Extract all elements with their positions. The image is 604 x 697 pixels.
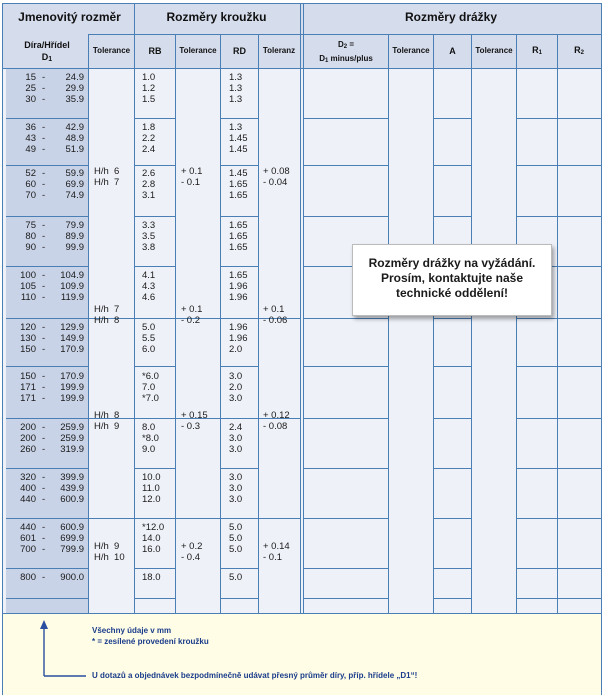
group-separator-line: [558, 266, 601, 267]
range-to: 149.9: [60, 333, 84, 344]
rd-value: 1.96: [229, 333, 248, 344]
range-dash: -: [42, 533, 46, 544]
group-separator-line: [6, 568, 88, 569]
col-header-rd: RD: [233, 46, 246, 56]
range-from: 70: [25, 190, 36, 201]
group-header-nominal: Jmenovitý rozměr: [18, 10, 121, 24]
range-from: 200: [20, 433, 36, 444]
group-separator-line: [221, 468, 258, 469]
group-separator-line: [135, 118, 175, 119]
range-to: 199.9: [60, 393, 84, 404]
range-from: 601: [20, 533, 36, 544]
range-from: 52: [25, 168, 36, 179]
group-header-groove: Rozměry drážky: [404, 10, 498, 24]
group-separator-line: [558, 418, 601, 419]
range-dash: -: [42, 292, 46, 303]
range-dash: -: [42, 220, 46, 231]
group-separator-line: [6, 165, 88, 166]
rb-value: 2.6: [142, 168, 156, 179]
rb-value: 4.6: [142, 292, 156, 303]
group-separator-line: [434, 468, 471, 469]
rd-value: 2.4: [229, 422, 243, 433]
range-to: 51.9: [65, 144, 84, 155]
range-from: 60: [25, 179, 36, 190]
range-from: 30: [25, 94, 36, 105]
group-separator-line: [135, 518, 175, 519]
group-separator-line: [135, 366, 175, 367]
table-body-bg: [2, 68, 602, 613]
range-to: 99.9: [65, 242, 84, 253]
rd-value: 3.0: [229, 433, 243, 444]
rd-value: 5.0: [229, 533, 243, 544]
rd-value: 1.65: [229, 231, 248, 242]
range-to: 35.9: [65, 94, 84, 105]
vrule-0: [2, 3, 3, 695]
rd-value: 5.0: [229, 572, 243, 583]
col-header-tolerance-hole: Tolerance: [92, 46, 131, 55]
rule-header-bottom: [2, 68, 602, 69]
rd-value: 3.0: [229, 472, 243, 483]
range-to: 170.9: [60, 371, 84, 382]
rd-value: 1.96: [229, 281, 248, 292]
group-separator-line: [517, 518, 557, 519]
rd-value: 1.65: [229, 270, 248, 281]
rule-table-bottom: [2, 613, 602, 614]
group-separator-line: [135, 598, 175, 599]
rd-value: 1.65: [229, 179, 248, 190]
range-from: 150: [20, 344, 36, 355]
group-separator-line: [434, 318, 471, 319]
group-separator-line: [304, 366, 388, 367]
col-header-a: A: [449, 46, 456, 56]
range-to: 699.9: [60, 533, 84, 544]
range-from: 260: [20, 444, 36, 455]
group-separator-line: [558, 518, 601, 519]
range-from: 25: [25, 83, 36, 94]
group-separator-line: [517, 165, 557, 166]
range-from: 440: [20, 522, 36, 533]
group-separator-line: [434, 518, 471, 519]
range-to: 600.9: [60, 522, 84, 533]
rd-value: 1.3: [229, 72, 243, 83]
rb-value: 3.1: [142, 190, 156, 201]
range-dash: -: [42, 444, 46, 455]
range-from: 75: [25, 220, 36, 231]
rd-tolerance: + 0.12 - 0.08: [263, 410, 290, 432]
rb-value: 2.8: [142, 179, 156, 190]
rule-group-bottom: [88, 34, 602, 35]
col-header-toleranz: Toleranz: [262, 46, 296, 55]
range-dash: -: [42, 281, 46, 292]
group-separator-line: [6, 118, 88, 119]
col-header-diameter: Díra/Hřídel D1: [24, 40, 70, 63]
group-separator-line: [304, 165, 388, 166]
group-separator-line: [304, 118, 388, 119]
rd-value: 3.0: [229, 494, 243, 505]
group-separator-line: [221, 366, 258, 367]
rb-value: 3.3: [142, 220, 156, 231]
range-dash: -: [42, 382, 46, 393]
rd-value: 3.0: [229, 393, 243, 404]
range-to: 24.9: [65, 72, 84, 83]
range-dash: -: [42, 83, 46, 94]
rb-value: 1.8: [142, 122, 156, 133]
tolerance-separator-line: [89, 518, 134, 519]
group-separator-line: [558, 468, 601, 469]
range-dash: -: [42, 72, 46, 83]
group-separator-line: [221, 568, 258, 569]
col-header-rb: RB: [148, 46, 162, 56]
group-separator-line: [135, 266, 175, 267]
group-separator-line: [135, 165, 175, 166]
range-dash: -: [42, 168, 46, 179]
rb-value: 3.8: [142, 242, 156, 253]
group-separator-line: [6, 418, 88, 419]
vrule-11: [557, 34, 558, 613]
group-separator-line: [304, 518, 388, 519]
range-dash: -: [42, 322, 46, 333]
group-separator-line: [221, 518, 258, 519]
range-dash: -: [42, 572, 46, 583]
col-header-r1: R1: [532, 45, 542, 56]
range-to: 600.9: [60, 494, 84, 505]
group-separator-line: [517, 598, 557, 599]
vrule-9: [471, 34, 472, 613]
group-separator-line: [6, 318, 88, 319]
range-dash: -: [42, 179, 46, 190]
range-from: 49: [25, 144, 36, 155]
rb-value: 1.5: [142, 94, 156, 105]
col-header-r2: R2: [574, 45, 584, 56]
rb-value: 8.0: [142, 422, 156, 433]
range-to: 399.9: [60, 472, 84, 483]
rb-value: 10.0: [142, 472, 161, 483]
range-from: 700: [20, 544, 36, 555]
rb-value: 12.0: [142, 494, 161, 505]
rd-value: 1.65: [229, 242, 248, 253]
callout-line-2: Prosím, kontaktujte naše: [380, 271, 524, 285]
range-from: 80: [25, 231, 36, 242]
rd-value: 1.45: [229, 133, 248, 144]
group-header-ring: Rozměry kroužku: [166, 10, 267, 24]
range-from: 43: [25, 133, 36, 144]
group-separator-line: [221, 318, 258, 319]
rb-value: 2.2: [142, 133, 156, 144]
range-dash: -: [42, 494, 46, 505]
group-separator-line: [517, 468, 557, 469]
col-header-d2: D2 = D1 minus/plus: [319, 40, 373, 64]
group-separator-line: [517, 216, 557, 217]
group-separator-line: [558, 598, 601, 599]
vrule-3: [175, 34, 176, 613]
range-to: 79.9: [65, 220, 84, 231]
rb-tolerance: + 0.1 - 0.2: [181, 304, 203, 326]
group-separator-line: [304, 568, 388, 569]
hole-tolerance: H/h 7 H/h 8: [94, 304, 120, 326]
range-to: 439.9: [60, 483, 84, 494]
group-separator-line: [517, 318, 557, 319]
range-from: 100: [20, 270, 36, 281]
rb-value: *6.0: [142, 371, 159, 382]
rd-value: 3.0: [229, 444, 243, 455]
range-from: 400: [20, 483, 36, 494]
rb-value: *12.0: [142, 522, 165, 533]
rb-value: 6.0: [142, 344, 156, 355]
group-separator-line: [221, 118, 258, 119]
group-separator-line: [434, 118, 471, 119]
rb-value: 5.0: [142, 322, 156, 333]
vrule-7: [388, 34, 389, 613]
rb-value: 7.0: [142, 382, 156, 393]
vrule-5: [258, 34, 259, 613]
rb-value: 2.4: [142, 144, 156, 155]
group-separator-line: [221, 165, 258, 166]
rd-value: 2.0: [229, 382, 243, 393]
range-dash: -: [42, 371, 46, 382]
range-to: 104.9: [60, 270, 84, 281]
range-to: 259.9: [60, 422, 84, 433]
rd-value: 5.0: [229, 522, 243, 533]
range-dash: -: [42, 231, 46, 242]
group-separator-line: [6, 266, 88, 267]
rd-value: 5.0: [229, 544, 243, 555]
group-separator-line: [221, 598, 258, 599]
range-from: 90: [25, 242, 36, 253]
rb-value: 3.5: [142, 231, 156, 242]
range-dash: -: [42, 472, 46, 483]
rb-tolerance: + 0.15 - 0.3: [181, 410, 208, 432]
vrule-10: [516, 34, 517, 613]
group-separator-line: [558, 165, 601, 166]
group-separator-line: [434, 568, 471, 569]
tolerance-separator-line: [259, 518, 300, 519]
range-to: 89.9: [65, 231, 84, 242]
range-dash: -: [42, 433, 46, 444]
range-to: 199.9: [60, 382, 84, 393]
hole-tolerance: H/h 6 H/h 7: [94, 166, 120, 188]
group-separator-line: [558, 118, 601, 119]
tolerance-separator-line: [176, 518, 220, 519]
group-separator-line: [517, 418, 557, 419]
group-separator-line: [434, 366, 471, 367]
group-separator-line: [517, 568, 557, 569]
range-dash: -: [42, 422, 46, 433]
rd-value: 1.65: [229, 190, 248, 201]
rd-value: 1.3: [229, 94, 243, 105]
range-from: 171: [20, 393, 36, 404]
range-dash: -: [42, 242, 46, 253]
col-header-tolerance-rb: Tolerance: [179, 46, 217, 55]
vrule-1: [88, 34, 89, 613]
range-from: 15: [25, 72, 36, 83]
range-from: 120: [20, 322, 36, 333]
rd-value: 1.96: [229, 292, 248, 303]
range-from: 320: [20, 472, 36, 483]
callout-line-1: Rozměry drážky na vyžádání.: [368, 256, 536, 270]
rb-value: *8.0: [142, 433, 159, 444]
rb-value: 14.0: [142, 533, 161, 544]
rd-value: 1.3: [229, 83, 243, 94]
rb-value: 18.0: [142, 572, 161, 583]
rd-tolerance: + 0.1 - 0.06: [263, 304, 288, 326]
hole-tolerance: H/h 8 H/h 9: [94, 410, 120, 432]
range-to: 799.9: [60, 544, 84, 555]
col-header-tolerance-a: Tolerance: [475, 46, 513, 55]
range-dash: -: [42, 483, 46, 494]
rd-value: 1.65: [229, 220, 248, 231]
group-separator-line: [558, 216, 601, 217]
note-inquiry: U dotazů a objednávek bezpodmínečně udávat přesný průměr díry, příp. hřídele „D1“!: [92, 671, 418, 680]
vrule-4: [220, 34, 221, 613]
range-dash: -: [42, 94, 46, 105]
group-separator-line: [304, 418, 388, 419]
group-separator-line: [304, 468, 388, 469]
group-separator-line: [135, 318, 175, 319]
callout-line-3: technické oddělení!: [395, 286, 509, 300]
range-to: 69.9: [65, 179, 84, 190]
rd-tolerance: + 0.14 - 0.1: [263, 541, 290, 563]
rb-value: 16.0: [142, 544, 161, 555]
group-separator-line: [221, 266, 258, 267]
group-separator-line: [517, 118, 557, 119]
range-to: 119.9: [60, 292, 84, 303]
range-to: 170.9: [60, 344, 84, 355]
group-separator-line: [558, 318, 601, 319]
group-separator-line: [135, 468, 175, 469]
range-to: 59.9: [65, 168, 84, 179]
group-separator-line: [135, 568, 175, 569]
group-separator-line: [304, 318, 388, 319]
group-separator-line: [6, 366, 88, 367]
range-dash: -: [42, 344, 46, 355]
vrule-8: [433, 34, 434, 613]
group-separator-line: [135, 418, 175, 419]
hole-tolerance: H/h 9 H/h 10: [94, 541, 125, 563]
range-dash: -: [42, 190, 46, 201]
range-to: 129.9: [60, 322, 84, 333]
range-from: 110: [20, 292, 36, 303]
range-from: 171: [20, 382, 36, 393]
range-dash: -: [42, 333, 46, 344]
range-to: 900.0: [60, 572, 84, 583]
rb-value: 11.0: [142, 483, 160, 494]
range-to: 48.9: [65, 133, 84, 144]
range-to: 109.9: [60, 281, 84, 292]
group-separator-line: [558, 366, 601, 367]
group-separator-line: [6, 598, 88, 599]
range-to: 29.9: [65, 83, 84, 94]
group-separator-line: [221, 216, 258, 217]
range-dash: -: [42, 270, 46, 281]
range-dash: -: [42, 144, 46, 155]
rb-value: *7.0: [142, 393, 159, 404]
range-dash: -: [42, 522, 46, 533]
note-all-mm: Všechny údaje v mm: [92, 626, 172, 635]
range-to: 74.9: [65, 190, 84, 201]
col-header-tolerance-d2: Tolerance: [392, 46, 430, 55]
range-from: 150: [20, 371, 36, 382]
group-separator-line: [434, 418, 471, 419]
group-separator-line: [434, 165, 471, 166]
rb-value: 4.1: [142, 270, 156, 281]
rd-value: 3.0: [229, 371, 243, 382]
range-dash: -: [42, 544, 46, 555]
groove-on-request-callout: [352, 244, 552, 316]
rd-value: 3.0: [229, 483, 243, 494]
rd-value: 1.3: [229, 122, 243, 133]
vrule-6: [300, 3, 301, 613]
group-separator-line: [221, 418, 258, 419]
rb-tolerance: + 0.2 - 0.4: [181, 541, 203, 563]
group-separator-line: [304, 216, 388, 217]
group-separator-line: [6, 468, 88, 469]
range-to: 259.9: [60, 433, 84, 444]
range-dash: -: [42, 133, 46, 144]
rb-value: 5.5: [142, 333, 156, 344]
range-from: 36: [25, 122, 36, 133]
group-separator-line: [434, 598, 471, 599]
rb-tolerance: + 0.1 - 0.1: [181, 166, 203, 188]
vrule-12: [601, 3, 602, 695]
range-dash: -: [42, 122, 46, 133]
vrule-6b: [303, 3, 304, 613]
range-from: 130: [20, 333, 36, 344]
rd-value: 1.96: [229, 322, 248, 333]
rd-value: 1.45: [229, 168, 248, 179]
range-to: 42.9: [65, 122, 84, 133]
rb-value: 1.0: [142, 72, 156, 83]
range-from: 105: [20, 281, 36, 292]
group-separator-line: [6, 518, 88, 519]
range-dash: -: [42, 393, 46, 404]
rule-top: [2, 3, 602, 4]
group-separator-line: [434, 216, 471, 217]
group-separator-line: [304, 598, 388, 599]
range-from: 440: [20, 494, 36, 505]
group-separator-line: [517, 366, 557, 367]
rd-value: 1.45: [229, 144, 248, 155]
rb-value: 4.3: [142, 281, 156, 292]
range-from: 200: [20, 422, 36, 433]
range-to: 319.9: [60, 444, 84, 455]
rb-value: 1.2: [142, 83, 156, 94]
rb-value: 9.0: [142, 444, 156, 455]
rd-tolerance: + 0.08 - 0.04: [263, 166, 290, 188]
note-reinforced: * = zesílené provedení kroužku: [92, 637, 209, 646]
range-from: 800: [20, 572, 36, 583]
group-separator-line: [135, 216, 175, 217]
vrule-2: [134, 3, 135, 613]
group-separator-line: [558, 568, 601, 569]
group-separator-line: [6, 216, 88, 217]
rd-value: 2.0: [229, 344, 243, 355]
